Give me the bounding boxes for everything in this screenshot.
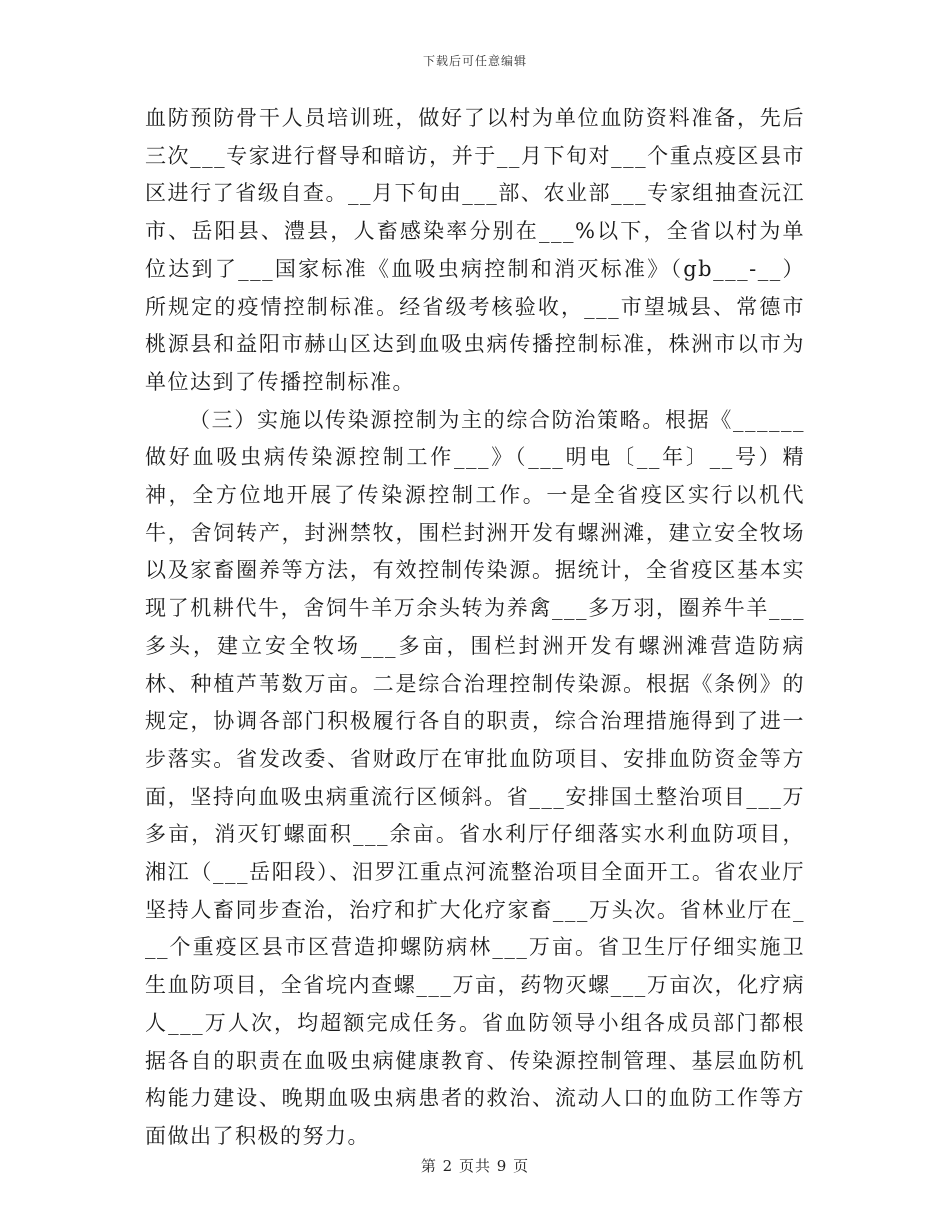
paragraph-continued: 血防预防骨干人员培训班，做好了以村为单位血防资料准备，先后三次___专家进行督导和暗访，并于__月下旬对___个重点疫区县市区进行了省级自查。__月下旬由___部、农业部___专家组抽查沅江市、岳阳县、澧县，人畜感染率分别在___%以下，全省以村为单位达到了___国家标准《血吸虫病控制和消灭标准》（gb___-__）所规定的疫情控制标准。经省级考核验收，___市望城县、常德市桃源县和益阳市赫山区达到血吸虫病传播控制标准，株洲市以市为单位达到了传播控制标准。 xyxy=(145,106,805,394)
document-body xyxy=(145,100,805,1156)
paragraph-section-three: （三）实施以传染源控制为主的综合防治策略。根据《______做好血吸虫病传染源控制工作___》（___明电〔__年〕__号）精神，全方位地开展了传染源控制工作。一是全省疫区实行以机代牛，舍饲转产，封洲禁牧，围栏封洲开发有螺洲滩，建立安全牧场以及家畜圈养等方法，有效控制传染源。据统计，全省疫区基本实现了机耕代牛，舍饲牛羊万余头转为养禽___多万羽，圈养牛羊___多头，建立安全牧场___多亩，围栏封洲开发有螺洲滩营造防病林、种植芦苇数万亩。二是综合治理控制传染源。根据《条例》的规定，协调各部门积极履行各自的职责，综合治理措施得到了进一步落实。省发改委、省财政厅在审批血防项目、安排血防资金等方面，坚持向血吸虫病重流行区倾斜。省___安排国土整治项目___万多亩，消灭钉螺面积___余亩。省水利厅仔细落实水利血防项目，湘江（___岳阳段）、汨罗江重点河流整治项目全面开工。省农业厅坚持人畜同步查治，治疗和扩大化疗家畜___万头次。省林业厅在___个重疫区县市区营造抑螺防病林___万亩。省卫生厅仔细实施卫生血防项目，全省垸内查螺___万亩，药物灭螺___万亩次，化疗病人___万人次，均超额完成任务。省血防领导小组各成员部门都根据各自的职责在血吸虫病健康教育、传染源控制管理、基层血防机构能力建设、晚期血吸虫病患者的救治、流动人口的血防工作等方面做出了积极的努力。 xyxy=(145,407,805,1148)
page-number-footer: 第 2 页共 9 页 xyxy=(420,1157,530,1175)
page-header: 下载后可任意编辑 xyxy=(422,54,527,68)
